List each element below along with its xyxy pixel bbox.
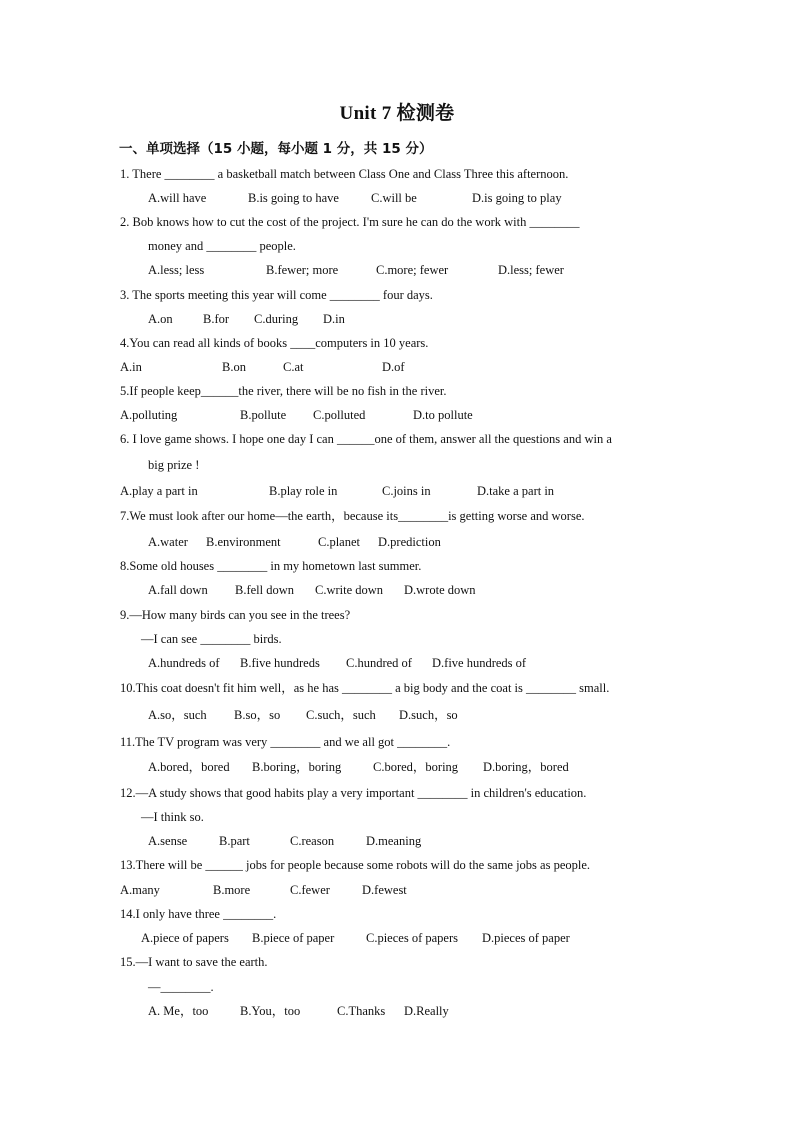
question-4-stem: 4.You can read all kinds of books ____computers in 10 years. — [120, 336, 429, 350]
q1-option-c[interactable]: C.will be — [371, 191, 417, 205]
q3-option-d[interactable]: D.in — [323, 312, 345, 326]
q11-option-b[interactable]: B.boring，boring — [252, 760, 342, 774]
question-6-stem: 6. I love game shows. I hope one day I can ______one of them, answer all the questions and win a — [120, 432, 612, 446]
q11-option-a[interactable]: A.bored，bored — [148, 760, 230, 774]
q8-option-a[interactable]: A.fall down — [148, 583, 208, 597]
q8-option-b[interactable]: B.fell down — [235, 583, 295, 597]
q2-option-d[interactable]: D.less; fewer — [498, 263, 564, 277]
q15-option-c[interactable]: C.Thanks — [337, 1004, 386, 1018]
question-7-stem: 7.We must look after our home—the earth，because its________is getting worse and worse. — [120, 509, 585, 523]
q7-option-d[interactable]: D.prediction — [378, 535, 441, 549]
q6-option-a[interactable]: A.play a part in — [120, 484, 198, 498]
q5-option-d[interactable]: D.to pollute — [413, 408, 473, 422]
q15-option-a[interactable]: A. Me，too — [148, 1004, 209, 1018]
q12-option-c[interactable]: C.reason — [290, 834, 335, 848]
question-13-stem: 13.There will be ______ jobs for people because some robots will do the same jobs as people. — [120, 858, 591, 872]
q4-option-d[interactable]: D.of — [382, 360, 405, 374]
q12-option-a[interactable]: A.sense — [148, 834, 188, 848]
q5-option-c[interactable]: C.polluted — [313, 408, 366, 422]
question-2-stem-cont: money and ________ people. — [148, 239, 296, 253]
question-2-stem: 2. Bob knows how to cut the cost of the project. I'm sure he can do the work with ________ — [120, 215, 580, 229]
question-9-stem-cont: —I can see ________ birds. — [141, 632, 282, 646]
q13-option-d[interactable]: D.fewest — [362, 883, 407, 897]
q9-option-c[interactable]: C.hundred of — [346, 656, 412, 670]
question-5-stem: 5.If people keep______the river, there will be no fish in the river. — [120, 384, 447, 398]
q10-option-d[interactable]: D.such，so — [399, 708, 458, 722]
q11-option-c[interactable]: C.bored，boring — [373, 760, 459, 774]
q6-option-b[interactable]: B.play role in — [269, 484, 338, 498]
page-title: Unit 7 检测卷 — [339, 103, 455, 124]
q2-option-a[interactable]: A.less; less — [148, 263, 205, 277]
q3-option-a[interactable]: A.on — [148, 312, 173, 326]
q12-option-b[interactable]: B.part — [219, 834, 250, 848]
q13-option-b[interactable]: B.more — [213, 883, 251, 897]
q4-option-c[interactable]: C.at — [283, 360, 304, 374]
q3-option-c[interactable]: C.during — [254, 312, 299, 326]
question-9-stem: 9.—How many birds can you see in the trees? — [120, 608, 351, 622]
question-14-stem: 14.I only have three ________. — [120, 907, 277, 921]
q4-option-a[interactable]: A.in — [120, 360, 142, 374]
q5-option-a[interactable]: A.polluting — [120, 408, 178, 422]
q6-option-d[interactable]: D.take a part in — [477, 484, 555, 498]
q15-option-d[interactable]: D.Really — [404, 1004, 449, 1018]
q1-option-a[interactable]: A.will have — [148, 191, 207, 205]
question-6-stem-cont: big prize ! — [148, 458, 200, 472]
q2-option-b[interactable]: B.fewer; more — [266, 263, 339, 277]
q7-option-a[interactable]: A.water — [148, 535, 188, 549]
q14-option-c[interactable]: C.pieces of papers — [366, 931, 458, 945]
q10-option-c[interactable]: C.such，such — [306, 708, 376, 722]
question-12-stem-cont: —I think so. — [141, 810, 204, 824]
section-heading: 一、单项选择（15 小题，每小题 1 分，共 15 分） — [119, 141, 433, 157]
q8-option-c[interactable]: C.write down — [315, 583, 384, 597]
q14-option-b[interactable]: B.piece of paper — [252, 931, 335, 945]
q15-option-b[interactable]: B.You，too — [240, 1004, 301, 1018]
q3-option-b[interactable]: B.for — [203, 312, 230, 326]
q6-option-c[interactable]: C.joins in — [382, 484, 431, 498]
question-12-stem: 12.—A study shows that good habits play a very important ________ in children's education. — [120, 786, 587, 800]
q4-option-b[interactable]: B.on — [222, 360, 246, 374]
q12-option-d[interactable]: D.meaning — [366, 834, 422, 848]
q11-option-d[interactable]: D.boring，bored — [483, 760, 569, 774]
q9-option-d[interactable]: D.five hundreds of — [432, 656, 527, 670]
q13-option-a[interactable]: A.many — [120, 883, 160, 897]
q14-option-a[interactable]: A.piece of papers — [141, 931, 229, 945]
q14-option-d[interactable]: D.pieces of paper — [482, 931, 570, 945]
q1-option-d[interactable]: D.is going to play — [472, 191, 562, 205]
q1-option-b[interactable]: B.is going to have — [248, 191, 339, 205]
question-10-stem: 10.This coat doesn't fit him well，as he has ________ a big body and the coat is ________ small. — [120, 681, 610, 695]
q5-option-b[interactable]: B.pollute — [240, 408, 287, 422]
question-8-stem: 8.Some old houses ________ in my hometown last summer. — [120, 559, 422, 573]
q8-option-d[interactable]: D.wrote down — [404, 583, 476, 597]
q7-option-b[interactable]: B.environment — [206, 535, 281, 549]
question-11-stem: 11.The TV program was very ________ and we all got ________. — [120, 735, 451, 749]
question-3-stem: 3. The sports meeting this year will come ________ four days. — [120, 288, 433, 302]
question-15-stem-cont: —________. — [148, 980, 214, 994]
question-1-stem: 1. There ________ a basketball match between Class One and Class Three this afternoon. — [120, 167, 569, 181]
q13-option-c[interactable]: C.fewer — [290, 883, 330, 897]
question-15-stem: 15.—I want to save the earth. — [120, 955, 268, 969]
q7-option-c[interactable]: C.planet — [318, 535, 361, 549]
q10-option-b[interactable]: B.so，so — [234, 708, 281, 722]
q2-option-c[interactable]: C.more; fewer — [376, 263, 449, 277]
q10-option-a[interactable]: A.so，such — [148, 708, 207, 722]
q9-option-a[interactable]: A.hundreds of — [148, 656, 220, 670]
q9-option-b[interactable]: B.five hundreds — [240, 656, 320, 670]
